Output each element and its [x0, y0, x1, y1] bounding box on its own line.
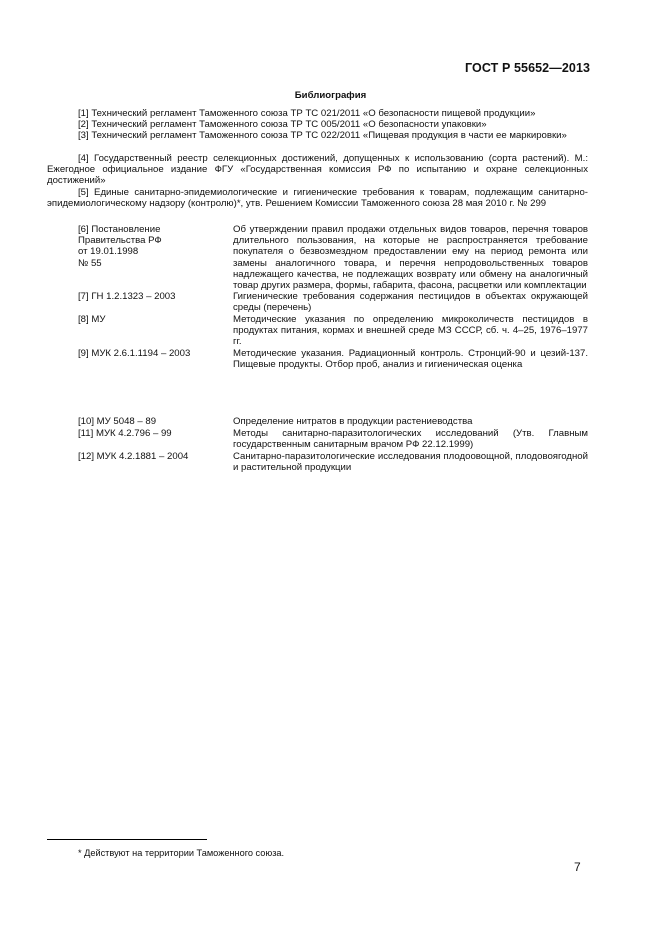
ref-6-text: Об утверждении правил продажи отдельных видов товаров, перечня товаров длительного пользования, на которые не распространяется требование покупателя о безвозмездном предоставлении ему на период ремонта или замены аналогичного товара, и перечня непродовольственных товаров надлежащего качества, не подлежащих возврату или обмену на аналогичный товар других размера, формы, габарита, фасона, расцветки или комплектации	[233, 224, 588, 292]
bibliography-item-4	[47, 153, 588, 187]
item-text: [1] Технический регламент Таможенного союза ТР ТС 021/2011 «О безопасности пищевой продукции»	[78, 108, 536, 119]
ref-12-label: [12] МУК 4.2.1881 – 2004	[78, 451, 189, 462]
ref-11-text: Методы санитарно-паразитологических исследований (Утв. Главным государственным санитарным врачом РФ 22.12.1999)	[233, 428, 588, 451]
footnote: * Действуют на территории Таможенного союза.	[78, 848, 285, 858]
item-text: [2] Технический регламент Таможенного союза ТР ТС 005/2011 «О безопасности упаковки»	[78, 119, 487, 130]
ref-7-label: [7] ГН 1.2.1323 – 2003	[78, 291, 176, 302]
ref-10-text: Определение нитратов в продукции растениеводства	[233, 416, 473, 427]
ref-8-label: [8] МУ	[78, 314, 106, 325]
ref-7-text: Гигиенические требования содержания пестицидов в объектах окружающей среды (перечень)	[233, 291, 588, 314]
document-code: ГОСТ Р 55652—2013	[465, 61, 591, 75]
item-text: [4] Государственный реестр селекционных достижений, допущенных к использованию (сорта растений). М.: Ежегодное официальное издание ФГУ «Государственная комиссия РФ по испытанию и охране селекционных достижений»	[47, 153, 588, 187]
ref-9-text: Методические указания. Радиационный контроль. Стронций-90 и цезий-137. Пищевые продукты. Отбор проб, анализ и гигиеническая оценка	[233, 348, 588, 371]
ref-9-label: [9] МУК 2.6.1.1194 – 2003	[78, 348, 191, 359]
ref-11-label: [11] МУК 4.2.796 – 99	[78, 428, 172, 439]
bibliography-item-5	[47, 187, 588, 209]
item-text: [3] Технический регламент Таможенного союза ТР ТС 022/2011 «Пищевая продукция в части ее маркировки»	[78, 130, 567, 141]
section-title: Библиография	[294, 90, 367, 101]
footnote-separator	[47, 839, 207, 840]
bibliography-item-3	[47, 130, 588, 141]
bibliography-item-2	[47, 119, 588, 130]
item-text: [5] Единые санитарно-эпидемиологические и гигиенические требования к товарам, подлежащим санитарно-эпидемиологическому надзору (контролю)*, утв. Решением Комиссии Таможенного союза 28 мая 2010 г. № 299	[47, 187, 588, 210]
page-number: 7	[574, 860, 581, 874]
ref-8-text: Методические указания по определению микроколичеств пестицидов в продуктах питания, кормах и внешней среде МЗ СССР, сб. ч. 4–25, 1976–1977 гг.	[233, 314, 588, 348]
ref-10-label: [10] МУ 5048 – 89	[78, 416, 157, 427]
ref-12-text: Санитарно-паразитологические исследования плодоовощной, плодовоягодной и растительной продукции	[233, 451, 588, 474]
bibliography-item-1	[47, 108, 588, 119]
ref-6-label: [6] Постановление Правительства РФ от 19.01.1998 № 55	[78, 224, 162, 269]
